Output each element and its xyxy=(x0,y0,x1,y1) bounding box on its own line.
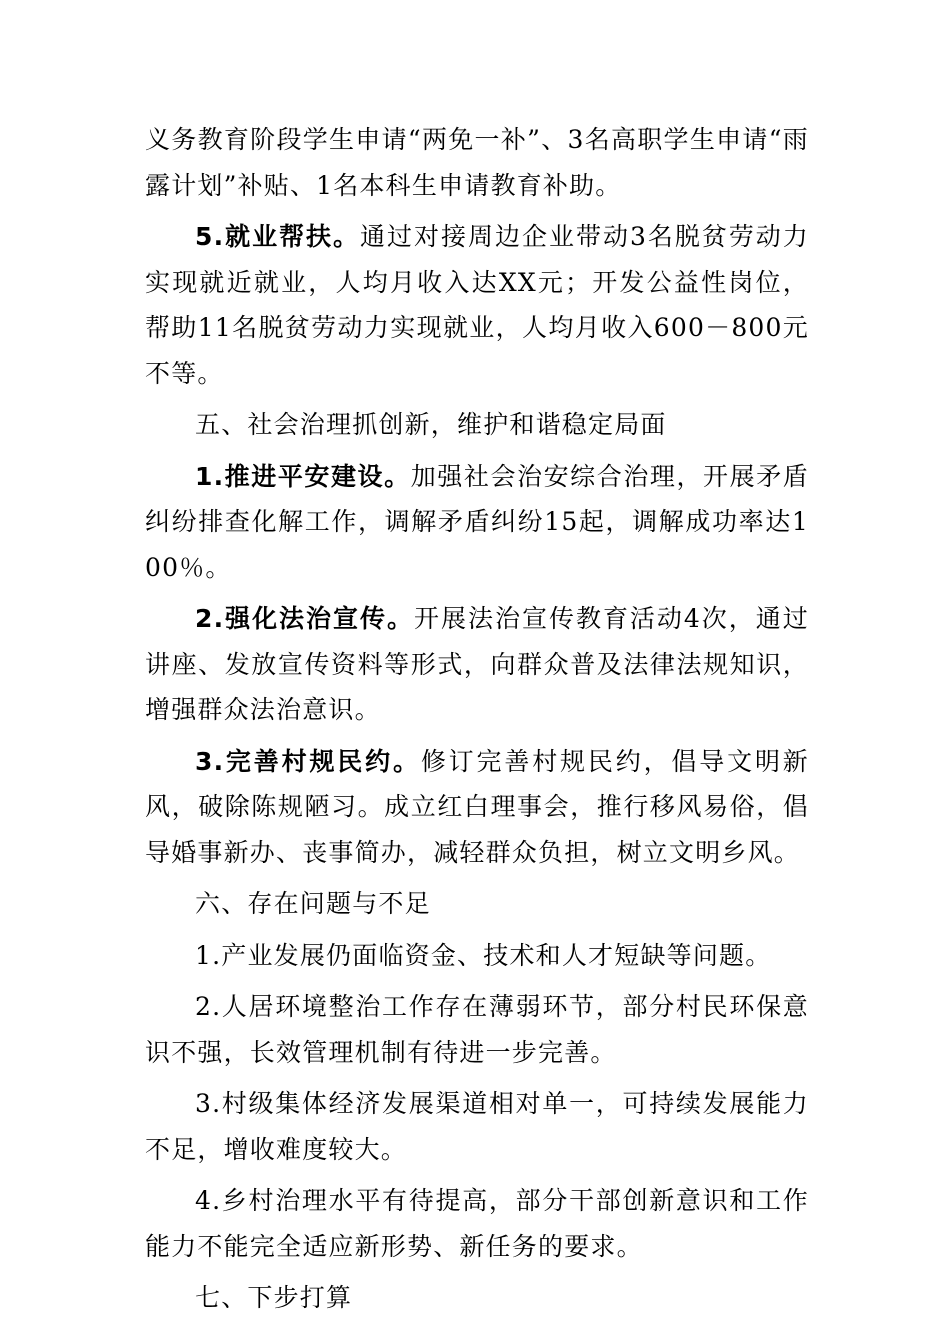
paragraph-problem-1: 1.产业发展仍面临资金、技术和人才短缺等问题。 xyxy=(195,940,772,970)
paragraph-problem-4: 4.乡村治理水平有待提高，部分干部创新意识和工作能力不能完全适应新形势、新任务的要求。 xyxy=(145,1186,809,1261)
section-heading-five: 五、社会治理抓创新，维护和谐稳定局面 xyxy=(195,410,667,439)
item-body: 修订完善村规民约，倡导文明新风，破除陈规陋习。成立红白理事会，推行移风易俗，倡导婚事新办、丧事简办，减轻群众负担，树立文明乡风。 xyxy=(145,746,809,867)
item-title: 3.完善村规民约。 xyxy=(195,746,421,776)
item-body: 开展法治宣传教育活动4次，通过讲座、发放宣传资料等形式，向群众普及法律法规知识，增强群众法治意识。 xyxy=(145,604,809,724)
paragraph-education-aid-continued xyxy=(145,117,809,208)
item-title: 2.强化法治宣传。 xyxy=(195,604,415,633)
paragraph-village-rules xyxy=(145,739,809,876)
item-title: 1.推进平安建设。 xyxy=(195,461,411,491)
paragraph-safety-construction xyxy=(145,454,809,591)
paragraph-text: 义务教育阶段学生申请“两免一补”、3名高职学生申请“雨露计划”补贴、1名本科生申请教育补助。 xyxy=(145,125,809,200)
section-heading-six: 六、存在问题与不足 xyxy=(195,889,431,918)
paragraph-problem-3: 3.村级集体经济发展渠道相对单一，可持续发展能力不足，增收难度较大。 xyxy=(145,1089,809,1164)
item-body: 通过对接周边企业带动3名脱贫劳动力实现就近就业，人均月收入达XX元；开发公益性岗位，帮助11名脱贫劳动力实现就业，人均月收入600－800元不等。 xyxy=(145,222,810,388)
section-heading-seven: 七、下步打算 xyxy=(195,1283,353,1312)
item-title: 5.就业帮扶。 xyxy=(195,222,361,251)
paragraph-problem-2: 2.人居环境整治工作存在薄弱环节，部分村民环保意识不强，长效管理机制有待进一步完善。 xyxy=(145,992,809,1067)
document-body xyxy=(145,117,809,1321)
paragraph-legal-publicity xyxy=(145,596,809,733)
paragraph-employment-assistance xyxy=(145,214,809,396)
item-body: 加强社会治安综合治理，开展矛盾纠纷排查化解工作，调解矛盾纠纷15起，调解成功率达100％。 xyxy=(145,461,809,582)
